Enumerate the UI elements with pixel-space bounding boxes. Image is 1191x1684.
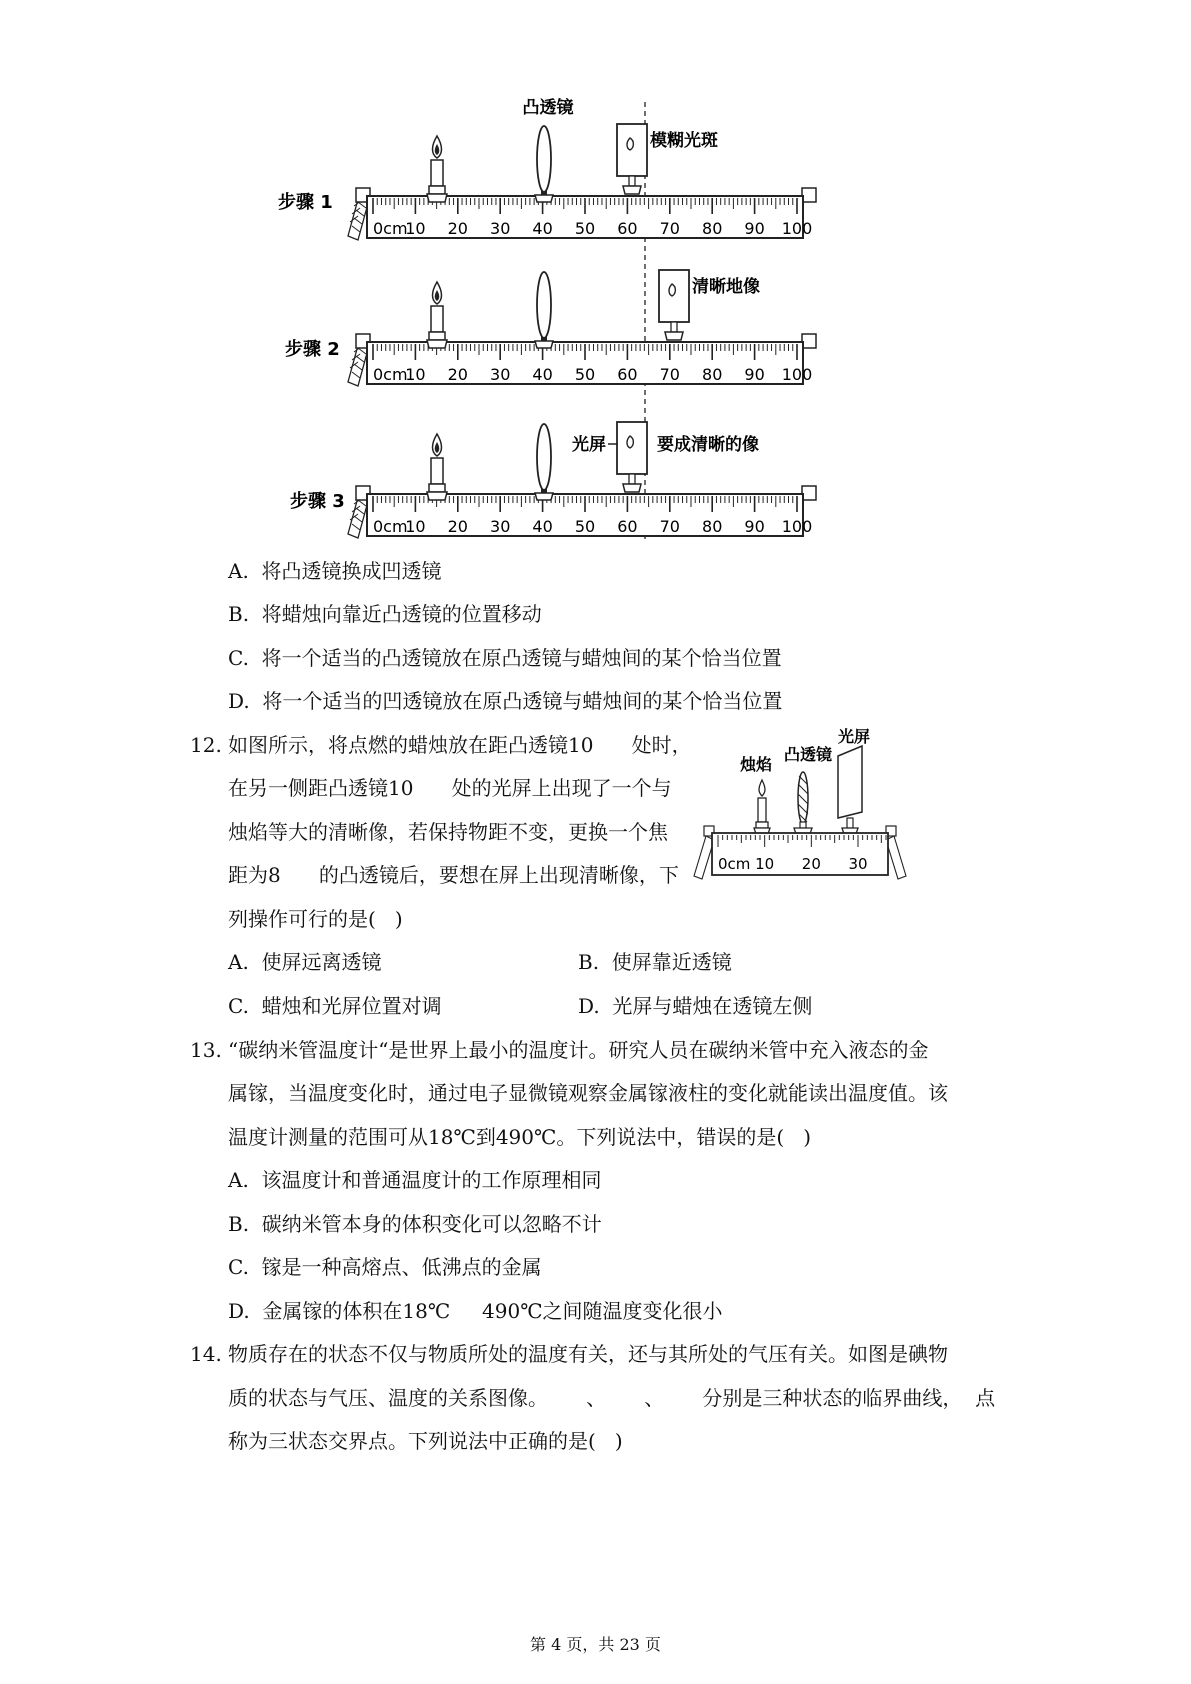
- step-3-bench: [290, 422, 1191, 538]
- option-d: [228, 1298, 723, 1324]
- ruler-tick-label: 30: [848, 855, 868, 873]
- flame-label: 烛焰: [740, 755, 773, 774]
- option-text: 使屏远离透镜: [261, 950, 382, 974]
- ruler-tick-label: 10: [405, 219, 426, 238]
- step-2-bench: [285, 270, 1191, 386]
- question-text-line: 在另一侧距凸透镜10 处的光屏上出现了一个与: [228, 776, 672, 800]
- lens-label: 凸透镜: [522, 98, 574, 118]
- ruler-tick-label: 100: [781, 219, 813, 238]
- ruler-tick-label: 10: [755, 855, 775, 873]
- option-c: [228, 993, 442, 1019]
- option-letter: B.: [228, 1212, 250, 1236]
- option-text: 将蜡烛向靠近凸透镜的位置移动: [261, 602, 542, 626]
- step-3-screen-prefix: 光屏: [572, 435, 606, 455]
- ruler-tick-label: 0cm: [373, 219, 408, 238]
- ruler-tick-label: 60: [617, 219, 638, 238]
- question-text-line: 如图所示，将点燃的蜡烛放在距凸透镜10 处时，: [228, 733, 692, 757]
- ruler-tick-label: 100: [781, 517, 813, 536]
- step-3-label: 步骤 3: [290, 491, 345, 512]
- option-text: 将一个适当的凸透镜放在原凸透镜与蜡烛间的某个恰当位置: [261, 646, 782, 670]
- question-text-line: 烛焰等大的清晰像，若保持物距不变，更换一个焦: [228, 820, 668, 844]
- ruler-tick-label: 30: [490, 365, 511, 384]
- option-letter: C.: [228, 646, 249, 670]
- question-number: 12.: [190, 733, 222, 757]
- ruler-tick-label: 50: [574, 517, 596, 536]
- page-footer: 第 4 页，共 23 页: [530, 1635, 661, 1654]
- ruler-tick-label: 40: [532, 365, 553, 384]
- ruler-tick-label: 20: [447, 517, 468, 536]
- option-text: 碳纳米管本身的体积变化可以忽略不计: [261, 1212, 602, 1236]
- optical-bench-figure: [0, 0, 1191, 600]
- ruler-tick-label: 80: [702, 219, 723, 238]
- question-text-line: 列操作可行的是( ): [228, 907, 403, 931]
- option-text: 蜡烛和光屏位置对调: [261, 994, 442, 1018]
- option-b: [578, 949, 732, 975]
- ruler-tick-label: 20: [447, 365, 468, 384]
- ruler-tick-label: 0cm: [373, 517, 408, 536]
- ruler-tick-label: 20: [801, 855, 821, 873]
- ruler-tick-label: 60: [617, 365, 638, 384]
- option-letter: B.: [228, 602, 250, 626]
- option-letter: D.: [228, 1299, 250, 1323]
- step-2-label: 步骤 2: [285, 339, 340, 360]
- ruler-tick-label: 90: [744, 365, 765, 384]
- option-c: [228, 1254, 542, 1280]
- q12-optical-bench-figure: [690, 718, 930, 888]
- ruler-tick-label: 60: [617, 517, 638, 536]
- ruler-tick-label: 70: [659, 517, 680, 536]
- option-letter: A.: [228, 950, 249, 974]
- step-3-screen-note: 要成清晰的像: [657, 435, 759, 455]
- lens-label: 凸透镜: [784, 745, 833, 764]
- ruler-tick-label: 10: [405, 517, 426, 536]
- ruler-tick-label: 30: [490, 219, 511, 238]
- step-1-screen-note: 模糊光斑: [650, 131, 718, 151]
- ruler-tick-label: 70: [659, 219, 680, 238]
- option-letter: B.: [578, 950, 600, 974]
- ruler-tick-label: 80: [702, 365, 723, 384]
- option-letter: D.: [578, 994, 600, 1018]
- question-text-line: 属镓，当温度变化时，通过电子显微镜观察金属镓液柱的变化就能读出温度值。该: [228, 1081, 948, 1105]
- question-text-line: 温度计测量的范围可从18℃到490℃。下列说法中，错误的是( ): [228, 1125, 812, 1149]
- option-letter: C.: [228, 1255, 249, 1279]
- question-text-line: 物质存在的状态不仅与物质所处的温度有关，还与其所处的气压有关。如图是碘物: [228, 1342, 948, 1366]
- option-text: 该温度计和普通温度计的工作原理相同: [261, 1168, 602, 1192]
- ruler-tick-label: 70: [659, 365, 680, 384]
- ruler-tick-label: 90: [744, 517, 765, 536]
- step-2-screen-note: 清晰地像: [692, 277, 760, 297]
- option-text: 镓是一种高熔点、低沸点的金属: [261, 1255, 542, 1279]
- ruler-tick-label: 40: [532, 219, 553, 238]
- ruler-tick-label: 0cm: [718, 855, 751, 873]
- option-text: 光屏与蜡烛在透镜左侧: [612, 994, 813, 1018]
- ruler-tick-label: 20: [447, 219, 468, 238]
- ruler-tick-label: 100: [781, 365, 813, 384]
- option-d: [578, 993, 812, 1019]
- ruler-tick-label: 10: [405, 365, 426, 384]
- option-a: [228, 1167, 602, 1193]
- option-text: 使屏靠近透镜: [611, 950, 732, 974]
- question-text-line: “碳纳米管温度计“是世界上最小的温度计。研究人员在碳纳米管中充入液态的金: [228, 1038, 929, 1062]
- option-a: [228, 949, 382, 975]
- question-text-line: 距为8 的凸透镜后，要想在屏上出现清晰像，下: [228, 863, 679, 887]
- ruler-tick-label: 50: [574, 219, 596, 238]
- ruler-tick-label: 30: [490, 517, 511, 536]
- question-number: 14.: [190, 1342, 222, 1366]
- option-letter: C.: [228, 994, 249, 1018]
- ruler-tick-label: 90: [744, 219, 765, 238]
- step-1-label: 步骤 1: [278, 192, 333, 213]
- option-a: [228, 558, 442, 584]
- ruler-tick-label: 0cm: [373, 365, 408, 384]
- screen-label: 光屏: [838, 727, 871, 746]
- ruler-tick-label: 50: [574, 365, 596, 384]
- option-text: 金属镓的体积在18℃ 490℃之间随温度变化很小: [262, 1299, 723, 1323]
- option-b: [228, 1211, 602, 1237]
- step-1-bench: [278, 124, 1191, 240]
- option-letter: A.: [228, 1168, 249, 1192]
- option-text: 将一个适当的凹透镜放在原凸透镜与蜡烛间的某个恰当位置: [262, 689, 783, 713]
- option-letter: A.: [228, 559, 249, 583]
- option-text: 将凸透镜换成凹透镜: [261, 559, 442, 583]
- option-b: [228, 601, 542, 627]
- option-letter: D.: [228, 689, 250, 713]
- option-c: [228, 645, 782, 671]
- ruler-tick-label: 40: [532, 517, 553, 536]
- option-d: [228, 688, 782, 714]
- question-text-line: 质的状态与气压、温度的关系图像。 、 、 分别是三种状态的临界曲线， 点: [228, 1386, 996, 1410]
- question-number: 13.: [190, 1038, 222, 1062]
- question-text-line: 称为三状态交界点。下列说法中正确的是( ): [228, 1429, 623, 1453]
- ruler-tick-label: 80: [702, 517, 723, 536]
